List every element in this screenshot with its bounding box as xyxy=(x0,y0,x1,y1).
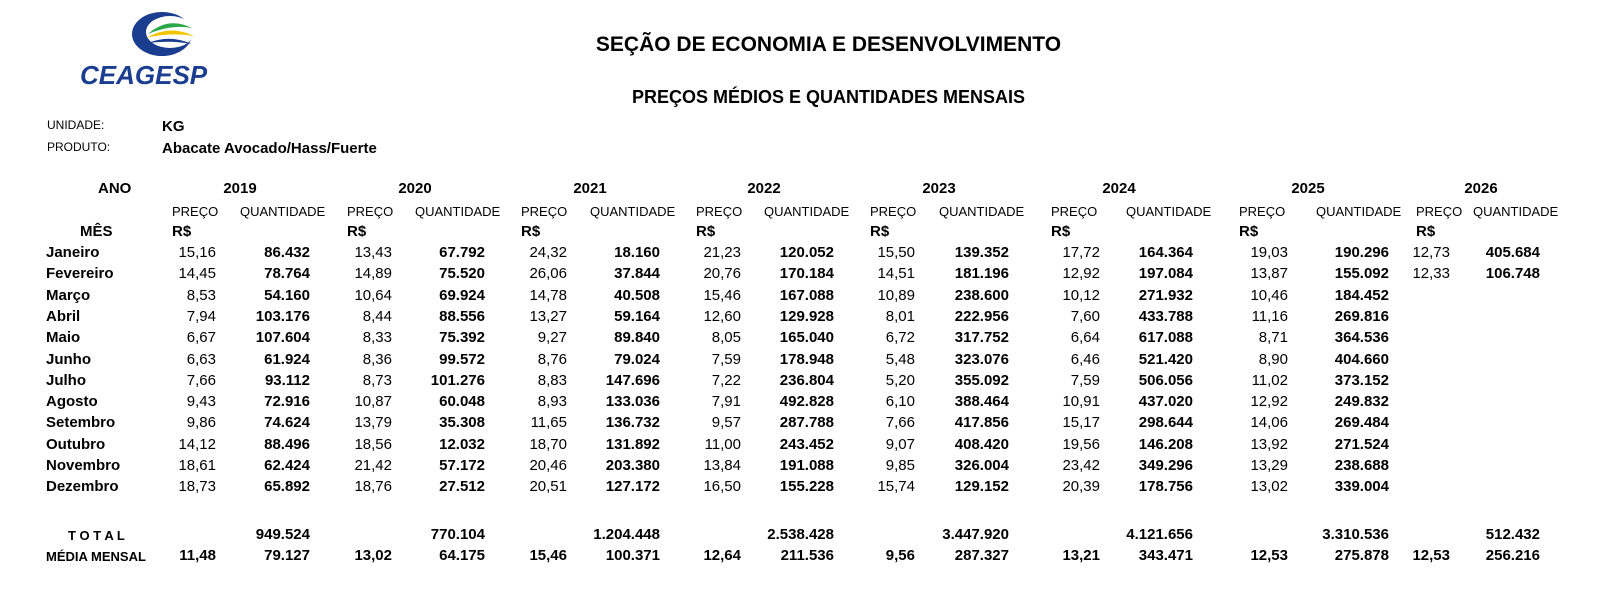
price-cell: 21,42 xyxy=(354,457,392,474)
price-cell: 12,73 xyxy=(1412,244,1450,261)
price-cell: 20,46 xyxy=(529,457,567,474)
product-label: PRODUTO: xyxy=(47,140,111,154)
quantity-cell: 37.844 xyxy=(614,265,660,282)
quantity-cell: 492.828 xyxy=(779,393,834,410)
quantity-cell: 355.092 xyxy=(954,372,1009,389)
quantity-cell: 59.164 xyxy=(614,308,660,325)
product-value: Abacate Avocado/Hass/Fuerte xyxy=(162,140,377,157)
quantity-cell: 388.464 xyxy=(954,393,1009,410)
quantity-cell: 339.004 xyxy=(1334,478,1389,495)
price-cell: 11,00 xyxy=(704,436,741,453)
quantity-cell: 287.788 xyxy=(779,414,834,431)
month-label: Julho xyxy=(46,372,86,389)
price-cell: 7,22 xyxy=(711,372,741,389)
currency-header: R$ xyxy=(696,223,716,240)
price-cell: 9,07 xyxy=(885,436,915,453)
quantity-cell: 146.208 xyxy=(1138,436,1193,453)
avg-price-cell: 12,64 xyxy=(703,547,741,564)
quantity-cell: 326.004 xyxy=(954,457,1009,474)
total-cell: 1.204.448 xyxy=(593,526,660,543)
quantity-cell: 181.196 xyxy=(954,265,1009,282)
quantidade-header: QUANTIDADE xyxy=(764,204,850,219)
price-cell: 8,90 xyxy=(1258,351,1288,368)
price-cell: 10,87 xyxy=(354,393,392,410)
quantity-cell: 190.296 xyxy=(1334,244,1389,261)
quantity-cell: 269.484 xyxy=(1334,414,1389,431)
quantity-cell: 72.916 xyxy=(264,393,310,410)
price-cell: 19,03 xyxy=(1250,244,1288,261)
quantity-cell: 222.956 xyxy=(954,308,1009,325)
year-header: 2019 xyxy=(223,180,257,197)
price-cell: 18,73 xyxy=(178,478,216,495)
quantity-cell: 133.036 xyxy=(605,393,660,410)
price-cell: 14,06 xyxy=(1250,414,1288,431)
price-cell: 10,89 xyxy=(877,287,915,304)
total-cell: 3.310.536 xyxy=(1322,526,1389,543)
price-cell: 13,92 xyxy=(1250,436,1288,453)
currency-header: R$ xyxy=(870,223,890,240)
quantity-cell: 317.752 xyxy=(954,329,1009,346)
quantity-cell: 197.084 xyxy=(1138,265,1193,282)
year-header: 2026 xyxy=(1464,180,1498,197)
quantity-cell: 107.604 xyxy=(255,329,310,346)
preco-header: PREÇO xyxy=(347,204,394,219)
quantity-cell: 617.088 xyxy=(1138,329,1193,346)
price-cell: 6,46 xyxy=(1070,351,1100,368)
quantity-cell: 35.308 xyxy=(439,414,485,431)
avg-quantity-cell: 211.536 xyxy=(780,547,834,564)
quantity-cell: 61.924 xyxy=(264,351,310,368)
year-header: 2025 xyxy=(1291,180,1325,197)
price-cell: 13,43 xyxy=(354,244,392,261)
price-cell: 26,06 xyxy=(529,265,567,282)
quantity-cell: 298.644 xyxy=(1138,414,1193,431)
total-cell: 770.104 xyxy=(430,526,485,543)
price-cell: 14,89 xyxy=(354,265,392,282)
price-cell: 8,44 xyxy=(362,308,392,325)
preco-header: PREÇO xyxy=(696,204,743,219)
quantity-cell: 86.432 xyxy=(264,244,310,261)
month-label: Agosto xyxy=(46,393,98,410)
price-cell: 6,72 xyxy=(885,329,915,346)
currency-header: R$ xyxy=(1051,223,1071,240)
price-cell: 19,56 xyxy=(1062,436,1100,453)
quantity-cell: 62.424 xyxy=(264,457,310,474)
total-cell: 2.538.428 xyxy=(767,526,834,543)
price-cell: 8,83 xyxy=(537,372,567,389)
price-cell: 9,85 xyxy=(885,457,915,474)
price-cell: 7,66 xyxy=(885,414,915,431)
price-cell: 13,29 xyxy=(1250,457,1288,474)
quantity-cell: 88.556 xyxy=(439,308,485,325)
price-cell: 13,27 xyxy=(529,308,567,325)
avg-price-cell: 12,53 xyxy=(1412,547,1450,564)
price-cell: 15,74 xyxy=(877,478,915,495)
quantity-cell: 178.948 xyxy=(779,351,834,368)
price-cell: 14,45 xyxy=(178,265,216,282)
price-cell: 5,20 xyxy=(885,372,915,389)
month-label: Dezembro xyxy=(46,478,119,495)
quantity-cell: 12.032 xyxy=(439,436,485,453)
preco-header: PREÇO xyxy=(1051,204,1098,219)
logo-wordmark: CEAGESP xyxy=(80,60,208,90)
month-label: Outubro xyxy=(46,436,106,453)
price-cell: 13,84 xyxy=(703,457,741,474)
quantity-cell: 271.932 xyxy=(1138,287,1193,304)
price-cell: 15,17 xyxy=(1062,414,1100,431)
price-cell: 14,12 xyxy=(178,436,216,453)
quantity-cell: 243.452 xyxy=(779,436,834,453)
price-cell: 10,46 xyxy=(1250,287,1288,304)
quantity-cell: 78.764 xyxy=(264,265,310,282)
quantity-cell: 405.684 xyxy=(1485,244,1540,261)
page-title: SEÇÃO DE ECONOMIA E DESENVOLVIMENTO xyxy=(595,33,1062,56)
price-cell: 15,16 xyxy=(178,244,216,261)
avg-quantity-cell: 287.327 xyxy=(954,547,1009,564)
avg-price-cell: 11,48 xyxy=(179,547,216,564)
price-cell: 8,53 xyxy=(186,287,216,304)
price-cell: 18,76 xyxy=(354,478,392,495)
unit-label: UNIDADE: xyxy=(47,118,105,132)
price-cell: 15,50 xyxy=(877,244,915,261)
month-label: Março xyxy=(46,287,91,304)
price-cell: 8,05 xyxy=(711,329,741,346)
quantity-cell: 269.816 xyxy=(1334,308,1389,325)
quantity-cell: 404.660 xyxy=(1334,351,1389,368)
quantity-cell: 164.364 xyxy=(1138,244,1193,261)
ano-label: ANO xyxy=(98,180,132,197)
currency-header: R$ xyxy=(172,223,192,240)
price-cell: 6,63 xyxy=(186,351,216,368)
currency-header: R$ xyxy=(1416,223,1436,240)
price-cell: 20,51 xyxy=(529,478,567,495)
quantidade-header: QUANTIDADE xyxy=(240,204,326,219)
avg-price-cell: 9,56 xyxy=(885,547,915,564)
price-cell: 12,92 xyxy=(1062,265,1100,282)
price-cell: 18,61 xyxy=(178,457,216,474)
quantidade-header: QUANTIDADE xyxy=(1316,204,1402,219)
unit-value: KG xyxy=(162,118,185,135)
quantity-cell: 136.732 xyxy=(605,414,660,431)
price-cell: 12,92 xyxy=(1250,393,1288,410)
mes-label: MÊS xyxy=(80,223,113,240)
quantity-cell: 103.176 xyxy=(255,308,310,325)
price-cell: 9,57 xyxy=(711,414,741,431)
quantity-cell: 89.840 xyxy=(614,329,660,346)
preco-header: PREÇO xyxy=(1239,204,1286,219)
price-cell: 12,60 xyxy=(703,308,741,325)
preco-header: PREÇO xyxy=(521,204,568,219)
price-cell: 6,64 xyxy=(1070,329,1100,346)
quantidade-header: QUANTIDADE xyxy=(1473,204,1559,219)
price-cell: 23,42 xyxy=(1062,457,1100,474)
avg-quantity-cell: 79.127 xyxy=(264,547,310,564)
quantidade-header: QUANTIDADE xyxy=(1126,204,1212,219)
year-header: 2022 xyxy=(747,180,781,197)
price-cell: 10,12 xyxy=(1062,287,1100,304)
quantity-cell: 165.040 xyxy=(779,329,834,346)
price-cell: 11,65 xyxy=(530,414,567,431)
quantity-cell: 129.928 xyxy=(779,308,834,325)
quantity-cell: 57.172 xyxy=(439,457,485,474)
preco-header: PREÇO xyxy=(172,204,219,219)
month-label: Junho xyxy=(46,351,91,368)
price-cell: 8,33 xyxy=(362,329,392,346)
month-label: Janeiro xyxy=(46,244,100,261)
quantity-cell: 433.788 xyxy=(1138,308,1193,325)
year-header: 2020 xyxy=(398,180,432,197)
quantity-cell: 238.600 xyxy=(954,287,1009,304)
price-cell: 7,91 xyxy=(711,393,741,410)
quantity-cell: 40.508 xyxy=(614,287,660,304)
price-cell: 9,86 xyxy=(186,414,216,431)
price-cell: 14,78 xyxy=(529,287,567,304)
avg-price-cell: 13,21 xyxy=(1062,547,1100,564)
price-cell: 9,27 xyxy=(537,329,567,346)
quantity-cell: 106.748 xyxy=(1485,265,1540,282)
currency-header: R$ xyxy=(521,223,541,240)
price-cell: 7,94 xyxy=(186,308,216,325)
preco-header: PREÇO xyxy=(1416,204,1463,219)
quantity-cell: 203.380 xyxy=(605,457,660,474)
price-cell: 20,76 xyxy=(703,265,741,282)
quantity-cell: 184.452 xyxy=(1334,287,1389,304)
quantity-cell: 323.076 xyxy=(954,351,1009,368)
quantity-cell: 67.792 xyxy=(439,244,485,261)
total-cell: 512.432 xyxy=(1485,526,1540,543)
quantity-cell: 249.832 xyxy=(1334,393,1389,410)
price-cell: 7,59 xyxy=(1070,372,1100,389)
price-cell: 7,66 xyxy=(186,372,216,389)
page-subtitle: PREÇOS MÉDIOS E QUANTIDADES MENSAIS xyxy=(631,87,1026,107)
price-cell: 17,72 xyxy=(1062,244,1100,261)
quantidade-header: QUANTIDADE xyxy=(939,204,1025,219)
price-cell: 8,93 xyxy=(537,393,567,410)
price-cell: 8,01 xyxy=(885,308,915,325)
price-cell: 9,43 xyxy=(186,393,216,410)
quantidade-header: QUANTIDADE xyxy=(415,204,501,219)
price-cell: 5,48 xyxy=(885,351,915,368)
month-label: Novembro xyxy=(46,457,121,474)
month-label: Setembro xyxy=(46,414,116,431)
price-cell: 18,56 xyxy=(354,436,392,453)
currency-header: R$ xyxy=(1239,223,1259,240)
quantity-cell: 129.152 xyxy=(954,478,1009,495)
total-cell: 949.524 xyxy=(255,526,310,543)
quantity-cell: 191.088 xyxy=(779,457,834,474)
quantidade-header: QUANTIDADE xyxy=(590,204,676,219)
avg-price-cell: 15,46 xyxy=(529,547,567,564)
quantity-cell: 521.420 xyxy=(1138,351,1193,368)
month-label: Abril xyxy=(46,308,81,325)
price-cell: 8,71 xyxy=(1258,329,1288,346)
price-cell: 24,32 xyxy=(529,244,567,261)
quantity-cell: 167.088 xyxy=(779,287,834,304)
quantity-cell: 271.524 xyxy=(1334,436,1389,453)
avg-price-cell: 13,02 xyxy=(354,547,392,564)
price-cell: 10,64 xyxy=(354,287,392,304)
month-label: Maio xyxy=(46,329,81,346)
avg-quantity-cell: 343.471 xyxy=(1138,547,1193,564)
year-header: 2023 xyxy=(922,180,956,197)
quantity-cell: 139.352 xyxy=(954,244,1009,261)
price-cell: 11,02 xyxy=(1251,372,1288,389)
avg-price-cell: 12,53 xyxy=(1250,547,1288,564)
quantity-cell: 349.296 xyxy=(1138,457,1193,474)
quantity-cell: 99.572 xyxy=(439,351,485,368)
currency-header: R$ xyxy=(347,223,367,240)
quantity-cell: 238.688 xyxy=(1334,457,1389,474)
quantity-cell: 127.172 xyxy=(605,478,660,495)
quantity-cell: 75.520 xyxy=(439,265,485,282)
price-cell: 8,36 xyxy=(362,351,392,368)
quantity-cell: 75.392 xyxy=(439,329,485,346)
total-cell: 4.121.656 xyxy=(1126,526,1193,543)
quantity-cell: 79.024 xyxy=(614,351,660,368)
quantity-cell: 170.184 xyxy=(779,265,834,282)
quantity-cell: 69.924 xyxy=(439,287,485,304)
price-cell: 6,10 xyxy=(885,393,915,410)
quantity-cell: 27.512 xyxy=(439,478,485,495)
total-label: T O T A L xyxy=(68,528,125,543)
price-cell: 7,59 xyxy=(711,351,741,368)
price-cell: 7,60 xyxy=(1070,308,1100,325)
year-header: 2024 xyxy=(1102,180,1136,197)
avg-quantity-cell: 256.216 xyxy=(1485,547,1540,564)
quantity-cell: 417.856 xyxy=(954,414,1009,431)
price-cell: 18,70 xyxy=(529,436,567,453)
preco-header: PREÇO xyxy=(870,204,917,219)
total-cell: 3.447.920 xyxy=(942,526,1009,543)
price-cell: 6,67 xyxy=(186,329,216,346)
quantity-cell: 364.536 xyxy=(1334,329,1389,346)
quantity-cell: 120.052 xyxy=(779,244,834,261)
quantity-cell: 437.020 xyxy=(1138,393,1193,410)
quantity-cell: 408.420 xyxy=(954,436,1009,453)
price-cell: 10,91 xyxy=(1062,393,1100,410)
price-cell: 12,33 xyxy=(1412,265,1450,282)
avg-quantity-cell: 64.175 xyxy=(439,547,485,564)
quantity-cell: 101.276 xyxy=(430,372,485,389)
quantity-cell: 147.696 xyxy=(605,372,660,389)
quantity-cell: 88.496 xyxy=(264,436,310,453)
avg-quantity-cell: 275.878 xyxy=(1334,547,1389,564)
quantity-cell: 131.892 xyxy=(605,436,660,453)
quantity-cell: 155.228 xyxy=(779,478,834,495)
quantity-cell: 60.048 xyxy=(439,393,485,410)
price-cell: 15,46 xyxy=(703,287,741,304)
quantity-cell: 155.092 xyxy=(1334,265,1389,282)
quantity-cell: 18.160 xyxy=(614,244,660,261)
year-header: 2021 xyxy=(573,180,607,197)
quantity-cell: 65.892 xyxy=(264,478,310,495)
price-cell: 8,76 xyxy=(537,351,567,368)
price-cell: 11,16 xyxy=(1251,308,1288,325)
price-cell: 16,50 xyxy=(703,478,741,495)
avg-quantity-cell: 100.371 xyxy=(605,547,660,564)
price-cell: 8,73 xyxy=(362,372,392,389)
quantity-cell: 506.056 xyxy=(1138,372,1193,389)
price-cell: 13,02 xyxy=(1250,478,1288,495)
price-cell: 13,79 xyxy=(354,414,392,431)
media-label: MÉDIA MENSAL xyxy=(46,549,146,564)
quantity-cell: 54.160 xyxy=(264,287,310,304)
price-cell: 20,39 xyxy=(1062,478,1100,495)
quantity-cell: 236.804 xyxy=(779,372,834,389)
quantity-cell: 93.112 xyxy=(264,372,310,389)
price-cell: 13,87 xyxy=(1250,265,1288,282)
quantity-cell: 74.624 xyxy=(264,414,310,431)
quantity-cell: 373.152 xyxy=(1334,372,1389,389)
price-cell: 21,23 xyxy=(703,244,741,261)
quantity-cell: 178.756 xyxy=(1138,478,1193,495)
month-label: Fevereiro xyxy=(46,265,114,282)
price-cell: 14,51 xyxy=(877,265,915,282)
